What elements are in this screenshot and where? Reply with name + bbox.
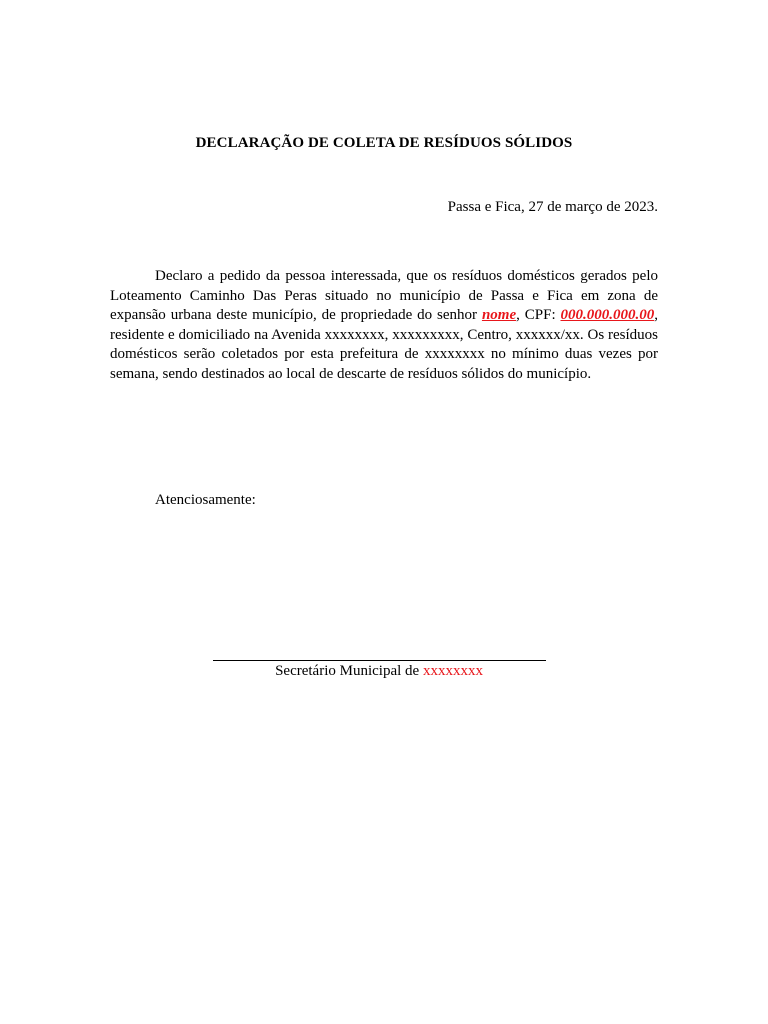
- body-text-part-2: , CPF:: [516, 307, 561, 323]
- body-text-part-1: Declaro a pedido da pessoa interessada, que os resíduos domésticos gerados pelo Loteamento Caminho Das Peras situado no município de Passa e Fica em zona de expansão urbana deste município, de propriedade do senhor: [110, 268, 658, 323]
- signature-role-placeholder: xxxxxxxx: [422, 663, 483, 679]
- document-title: DECLARAÇÃO DE COLETA DE RESÍDUOS SÓLIDOS: [195, 135, 573, 151]
- cpf-field: 000.000.000.00: [560, 307, 655, 323]
- closing-salutation: Atenciosamente:: [155, 492, 256, 508]
- signature-role-prefix: Secretário Municipal de: [275, 663, 423, 679]
- body-text-part-3: , residente e domiciliado na Avenida xxxxxxxx, xxxxxxxxx, Centro, xxxxxx/xx. Os resíduos domésticos serão coletados por esta prefeitura de xxxxxxxx no mínimo duas vezes por semana, sendo destinados ao local de descarte de resíduos sólidos do município.: [110, 307, 658, 382]
- owner-name-field: nome: [481, 307, 517, 323]
- declaration-body: [110, 267, 658, 384]
- signature-role: [0, 663, 758, 680]
- place-and-date: Passa e Fica, 27 de março de 2023.: [447, 199, 658, 215]
- signature-line: [213, 660, 546, 661]
